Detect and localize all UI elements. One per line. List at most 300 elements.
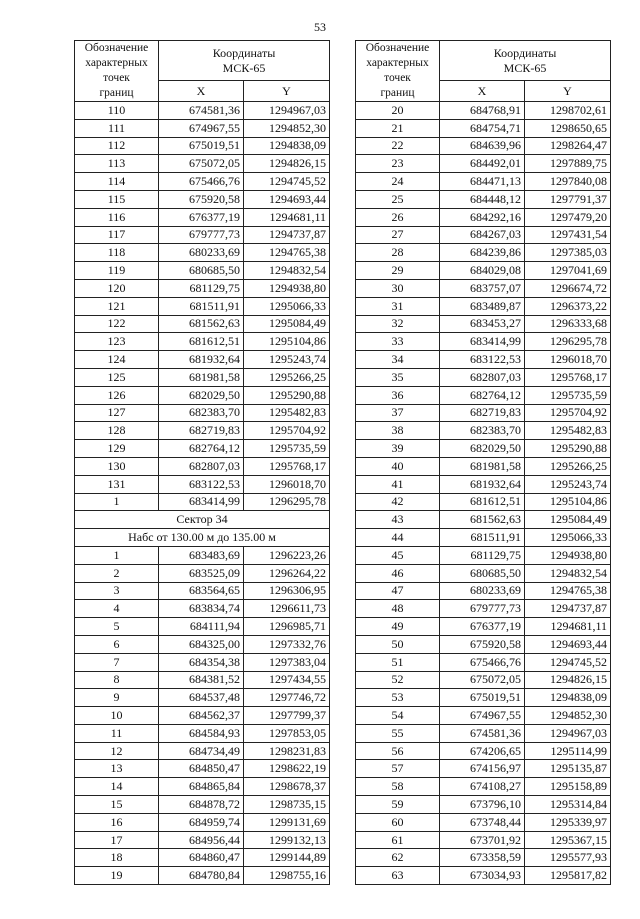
point-number-cell: 118 [75, 244, 159, 262]
table-row [356, 422, 611, 440]
x-coordinate-cell: 682719,83 [159, 422, 244, 440]
y-coordinate-cell: 1296264,22 [244, 564, 330, 582]
point-number-cell: 27 [356, 226, 440, 244]
coordinates-table-left [74, 40, 330, 885]
point-number-cell: 59 [356, 796, 440, 814]
table-row [75, 618, 330, 636]
right-block [356, 102, 611, 885]
x-coordinate-cell: 675072,05 [159, 155, 244, 173]
x-coordinate-cell: 673796,10 [440, 796, 525, 814]
table-row [75, 102, 330, 120]
table-row [356, 475, 611, 493]
point-number-cell: 54 [356, 707, 440, 725]
y-coordinate-cell: 1296018,70 [244, 475, 330, 493]
point-number-cell: 48 [356, 600, 440, 618]
point-number-cell: 30 [356, 279, 440, 297]
table-row [356, 618, 611, 636]
coordinates-table-right [355, 40, 611, 885]
point-number-cell: 23 [356, 155, 440, 173]
table-row [75, 457, 330, 475]
x-coordinate-cell: 683453,27 [440, 315, 525, 333]
table-row [75, 333, 330, 351]
table-row [75, 262, 330, 280]
point-number-cell: 26 [356, 208, 440, 226]
table-row [356, 440, 611, 458]
table-row [356, 244, 611, 262]
table-row [356, 778, 611, 796]
table-row [75, 849, 330, 867]
table-row [356, 707, 611, 725]
x-coordinate-cell: 681129,75 [159, 279, 244, 297]
point-number-cell: 123 [75, 333, 159, 351]
y-coordinate-cell: 1298755,16 [244, 867, 330, 885]
x-coordinate-cell: 684381,52 [159, 671, 244, 689]
point-number-cell: 120 [75, 279, 159, 297]
sector-subtitle: Набс от 130.00 м до 135.00 м [75, 529, 330, 547]
point-number-cell: 40 [356, 457, 440, 475]
coordinates-header [440, 41, 611, 81]
table-row [75, 137, 330, 155]
table-row [75, 173, 330, 191]
page-number: 53 [314, 20, 326, 34]
table-row [75, 564, 330, 582]
y-coordinate-cell: 1296611,73 [244, 600, 330, 618]
y-coordinate-cell: 1295768,17 [525, 368, 611, 386]
table-row [75, 724, 330, 742]
table-row [356, 635, 611, 653]
x-coordinate-cell: 684956,44 [159, 831, 244, 849]
x-column-header: X [440, 81, 525, 102]
point-number-cell: 58 [356, 778, 440, 796]
point-number-cell: 16 [75, 813, 159, 831]
point-number-cell: 24 [356, 173, 440, 191]
x-coordinate-cell: 673358,59 [440, 849, 525, 867]
y-coordinate-cell: 1294938,80 [244, 279, 330, 297]
x-coordinate-cell: 675466,76 [440, 653, 525, 671]
y-coordinate-cell: 1294967,03 [525, 724, 611, 742]
point-number-cell: 12 [75, 742, 159, 760]
table-row [356, 137, 611, 155]
table-row [75, 440, 330, 458]
table-row [75, 635, 330, 653]
x-coordinate-cell: 681612,51 [159, 333, 244, 351]
y-coordinate-cell: 1295243,74 [525, 475, 611, 493]
x-coordinate-cell: 684492,01 [440, 155, 525, 173]
x-coordinate-cell: 681612,51 [440, 493, 525, 511]
point-number-cell: 50 [356, 635, 440, 653]
x-coordinate-cell: 680685,50 [159, 262, 244, 280]
y-coordinate-cell: 1297431,54 [525, 226, 611, 244]
y-coordinate-cell: 1294838,09 [525, 689, 611, 707]
y-column-header: Y [244, 81, 330, 102]
x-coordinate-cell: 675072,05 [440, 671, 525, 689]
point-number-cell: 124 [75, 351, 159, 369]
table-row [356, 813, 611, 831]
y-coordinate-cell: 1295066,33 [525, 529, 611, 547]
point-number-cell: 49 [356, 618, 440, 636]
x-coordinate-cell: 684768,91 [440, 102, 525, 120]
x-coordinate-cell: 681562,63 [159, 315, 244, 333]
y-coordinate-cell: 1297791,37 [525, 190, 611, 208]
point-number-cell: 111 [75, 119, 159, 137]
y-coordinate-cell: 1295158,89 [525, 778, 611, 796]
point-label-line: границ [380, 87, 415, 99]
x-coordinate-cell: 675019,51 [159, 137, 244, 155]
point-number-cell: 9 [75, 689, 159, 707]
coordinates-header [159, 41, 330, 81]
point-number-cell: 63 [356, 867, 440, 885]
coords-label-line: МСК-65 [222, 60, 266, 75]
y-coordinate-cell: 1295817,82 [525, 867, 611, 885]
point-number-cell: 3 [75, 582, 159, 600]
y-coordinate-cell: 1295577,93 [525, 849, 611, 867]
y-coordinate-cell: 1297383,04 [244, 653, 330, 671]
table-row [356, 173, 611, 191]
y-coordinate-cell: 1298735,15 [244, 796, 330, 814]
point-number-cell: 2 [75, 564, 159, 582]
y-coordinate-cell: 1295066,33 [244, 297, 330, 315]
table-row [356, 564, 611, 582]
x-coordinate-cell: 684780,84 [159, 867, 244, 885]
x-coordinate-cell: 682807,03 [159, 457, 244, 475]
table-row [75, 831, 330, 849]
point-label-line: точек [384, 72, 411, 84]
x-coordinate-cell: 682719,83 [440, 404, 525, 422]
x-coordinate-cell: 684734,49 [159, 742, 244, 760]
table-row [75, 653, 330, 671]
y-coordinate-cell: 1296223,26 [244, 546, 330, 564]
point-number-cell: 13 [75, 760, 159, 778]
table-row [75, 689, 330, 707]
x-coordinate-cell: 681932,64 [159, 351, 244, 369]
point-number-cell: 112 [75, 137, 159, 155]
y-coordinate-cell: 1294826,15 [525, 671, 611, 689]
coords-label-line: Координаты [212, 45, 276, 60]
table-row [356, 742, 611, 760]
table-row [356, 190, 611, 208]
y-coordinate-cell: 1297840,08 [525, 173, 611, 191]
y-coordinate-cell: 1297853,05 [244, 724, 330, 742]
x-coordinate-cell: 679777,73 [440, 600, 525, 618]
point-number-cell: 52 [356, 671, 440, 689]
table-row [356, 600, 611, 618]
point-number-cell: 127 [75, 404, 159, 422]
point-number-cell: 117 [75, 226, 159, 244]
y-coordinate-cell: 1297799,37 [244, 707, 330, 725]
sector-title: Сектор 34 [75, 511, 330, 529]
table-row [75, 582, 330, 600]
table-row [356, 315, 611, 333]
y-coordinate-cell: 1298650,65 [525, 119, 611, 137]
table-row [75, 422, 330, 440]
y-coordinate-cell: 1294693,44 [244, 190, 330, 208]
point-number-cell: 115 [75, 190, 159, 208]
point-number-cell: 45 [356, 546, 440, 564]
y-coordinate-cell: 1294832,54 [244, 262, 330, 280]
point-label-line: Обозначение [84, 42, 149, 54]
point-label-line: границ [99, 87, 134, 99]
table-row [356, 333, 611, 351]
table-row [356, 404, 611, 422]
y-coordinate-cell: 1299132,13 [244, 831, 330, 849]
y-coordinate-cell: 1294832,54 [525, 564, 611, 582]
point-number-cell: 8 [75, 671, 159, 689]
point-number-cell: 29 [356, 262, 440, 280]
table-row [75, 190, 330, 208]
x-coordinate-cell: 682764,12 [159, 440, 244, 458]
x-coordinate-cell: 683483,69 [159, 546, 244, 564]
y-coordinate-cell: 1295290,88 [525, 440, 611, 458]
x-coordinate-cell: 680233,69 [159, 244, 244, 262]
table-row [356, 653, 611, 671]
y-coordinate-cell: 1295735,59 [525, 386, 611, 404]
y-coordinate-cell: 1297041,69 [525, 262, 611, 280]
y-coordinate-cell: 1294852,30 [244, 119, 330, 137]
point-label-line: характерных [85, 57, 148, 69]
point-number-cell: 43 [356, 511, 440, 529]
table-row [356, 529, 611, 547]
point-number-cell: 114 [75, 173, 159, 191]
table-row [75, 813, 330, 831]
x-coordinate-cell: 684562,37 [159, 707, 244, 725]
point-number-cell: 119 [75, 262, 159, 280]
y-coordinate-cell: 1296333,68 [525, 315, 611, 333]
y-coordinate-cell: 1295104,86 [244, 333, 330, 351]
point-number-cell: 130 [75, 457, 159, 475]
x-coordinate-cell: 683122,53 [159, 475, 244, 493]
y-coordinate-cell: 1296295,78 [525, 333, 611, 351]
y-coordinate-cell: 1295266,25 [244, 368, 330, 386]
y-coordinate-cell: 1295339,97 [525, 813, 611, 831]
x-coordinate-cell: 684860,47 [159, 849, 244, 867]
x-coordinate-cell: 684754,71 [440, 119, 525, 137]
x-coordinate-cell: 674967,55 [440, 707, 525, 725]
table-row [75, 244, 330, 262]
sector-header [75, 511, 330, 547]
table-row [356, 760, 611, 778]
point-number-cell: 56 [356, 742, 440, 760]
y-coordinate-cell: 1297889,75 [525, 155, 611, 173]
point-number-cell: 110 [75, 102, 159, 120]
y-coordinate-cell: 1295768,17 [244, 457, 330, 475]
table-row [356, 796, 611, 814]
x-coordinate-cell: 684865,84 [159, 778, 244, 796]
x-coordinate-cell: 681562,63 [440, 511, 525, 529]
y-coordinate-cell: 1298264,47 [525, 137, 611, 155]
table-row [356, 831, 611, 849]
table-row [356, 849, 611, 867]
y-coordinate-cell: 1294838,09 [244, 137, 330, 155]
x-coordinate-cell: 681981,58 [440, 457, 525, 475]
point-number-cell: 121 [75, 297, 159, 315]
x-coordinate-cell: 684354,38 [159, 653, 244, 671]
y-coordinate-cell: 1294737,87 [525, 600, 611, 618]
point-number-cell: 47 [356, 582, 440, 600]
y-coordinate-cell: 1295084,49 [525, 511, 611, 529]
x-coordinate-cell: 679777,73 [159, 226, 244, 244]
x-coordinate-cell: 675466,76 [159, 173, 244, 191]
x-coordinate-cell: 684325,00 [159, 635, 244, 653]
x-column-header: X [159, 81, 244, 102]
y-coordinate-cell: 1298231,83 [244, 742, 330, 760]
x-coordinate-cell: 673748,44 [440, 813, 525, 831]
point-number-cell: 32 [356, 315, 440, 333]
y-coordinate-cell: 1298622,19 [244, 760, 330, 778]
table-row [75, 707, 330, 725]
x-coordinate-cell: 684850,47 [159, 760, 244, 778]
y-coordinate-cell: 1294737,87 [244, 226, 330, 244]
y-coordinate-cell: 1295482,83 [244, 404, 330, 422]
x-coordinate-cell: 684471,13 [440, 173, 525, 191]
table-row [75, 386, 330, 404]
point-number-cell: 36 [356, 386, 440, 404]
point-number-cell: 31 [356, 297, 440, 315]
x-coordinate-cell: 681511,91 [440, 529, 525, 547]
table-row [356, 582, 611, 600]
point-number-cell: 1 [75, 493, 159, 511]
x-coordinate-cell: 684111,94 [159, 618, 244, 636]
x-coordinate-cell: 682029,50 [159, 386, 244, 404]
x-coordinate-cell: 684639,96 [440, 137, 525, 155]
y-coordinate-cell: 1297385,03 [525, 244, 611, 262]
x-coordinate-cell: 684239,86 [440, 244, 525, 262]
y-coordinate-cell: 1294745,52 [525, 653, 611, 671]
table-row [356, 457, 611, 475]
table-row [356, 279, 611, 297]
x-coordinate-cell: 684584,93 [159, 724, 244, 742]
table-row [75, 368, 330, 386]
y-coordinate-cell: 1296674,72 [525, 279, 611, 297]
point-number-cell: 10 [75, 707, 159, 725]
x-coordinate-cell: 681511,91 [159, 297, 244, 315]
point-number-cell: 21 [356, 119, 440, 137]
x-coordinate-cell: 675019,51 [440, 689, 525, 707]
y-coordinate-cell: 1295114,99 [525, 742, 611, 760]
y-coordinate-cell: 1295735,59 [244, 440, 330, 458]
table-row [75, 351, 330, 369]
table-row [75, 671, 330, 689]
point-number-cell: 17 [75, 831, 159, 849]
table-row [356, 226, 611, 244]
x-coordinate-cell: 674967,55 [159, 119, 244, 137]
table-row [75, 600, 330, 618]
point-number-cell: 37 [356, 404, 440, 422]
point-number-cell: 46 [356, 564, 440, 582]
table-row [356, 368, 611, 386]
x-coordinate-cell: 675920,58 [440, 635, 525, 653]
y-coordinate-cell: 1299144,89 [244, 849, 330, 867]
y-coordinate-cell: 1294745,52 [244, 173, 330, 191]
y-coordinate-cell: 1294765,38 [244, 244, 330, 262]
table-row [75, 208, 330, 226]
table-row [356, 689, 611, 707]
table-row [75, 742, 330, 760]
point-number-cell: 126 [75, 386, 159, 404]
point-number-cell: 7 [75, 653, 159, 671]
x-coordinate-cell: 683525,09 [159, 564, 244, 582]
y-coordinate-cell: 1294826,15 [244, 155, 330, 173]
point-number-cell: 44 [356, 529, 440, 547]
x-coordinate-cell: 681981,58 [159, 368, 244, 386]
y-coordinate-cell: 1294693,44 [525, 635, 611, 653]
point-number-cell: 5 [75, 618, 159, 636]
point-column-header [75, 41, 159, 102]
x-coordinate-cell: 674581,36 [440, 724, 525, 742]
y-coordinate-cell: 1295367,15 [525, 831, 611, 849]
table-row [75, 493, 330, 511]
y-coordinate-cell: 1297479,20 [525, 208, 611, 226]
point-number-cell: 55 [356, 724, 440, 742]
coords-label-line: Координаты [493, 45, 557, 60]
y-coordinate-cell: 1295704,92 [244, 422, 330, 440]
x-coordinate-cell: 682383,70 [159, 404, 244, 422]
y-coordinate-cell: 1296018,70 [525, 351, 611, 369]
x-coordinate-cell: 684878,72 [159, 796, 244, 814]
point-number-cell: 20 [356, 102, 440, 120]
table-row [75, 279, 330, 297]
y-coordinate-cell: 1297746,72 [244, 689, 330, 707]
table-row [356, 155, 611, 173]
table-row [356, 119, 611, 137]
y-coordinate-cell: 1298702,61 [525, 102, 611, 120]
y-coordinate-cell: 1295482,83 [525, 422, 611, 440]
y-coordinate-cell: 1299131,69 [244, 813, 330, 831]
x-coordinate-cell: 683414,99 [159, 493, 244, 511]
table-row [75, 315, 330, 333]
x-coordinate-cell: 676377,19 [440, 618, 525, 636]
x-coordinate-cell: 673034,93 [440, 867, 525, 885]
x-coordinate-cell: 673701,92 [440, 831, 525, 849]
y-coordinate-cell: 1295135,87 [525, 760, 611, 778]
x-coordinate-cell: 674108,27 [440, 778, 525, 796]
y-coordinate-cell: 1295704,92 [525, 404, 611, 422]
y-coordinate-cell: 1294681,11 [525, 618, 611, 636]
x-coordinate-cell: 676377,19 [159, 208, 244, 226]
point-number-cell: 125 [75, 368, 159, 386]
table-row [356, 511, 611, 529]
y-coordinate-cell: 1295243,74 [244, 351, 330, 369]
x-coordinate-cell: 683834,74 [159, 600, 244, 618]
point-number-cell: 35 [356, 368, 440, 386]
x-coordinate-cell: 680233,69 [440, 582, 525, 600]
y-coordinate-cell: 1296373,22 [525, 297, 611, 315]
table-row [75, 155, 330, 173]
table-row [356, 102, 611, 120]
table-row [75, 404, 330, 422]
table-row [75, 475, 330, 493]
point-number-cell: 57 [356, 760, 440, 778]
y-coordinate-cell: 1294852,30 [525, 707, 611, 725]
table-row [75, 778, 330, 796]
y-coordinate-cell: 1295084,49 [244, 315, 330, 333]
x-coordinate-cell: 684959,74 [159, 813, 244, 831]
y-coordinate-cell: 1296985,71 [244, 618, 330, 636]
table-row [75, 796, 330, 814]
point-number-cell: 1 [75, 546, 159, 564]
point-column-header [356, 41, 440, 102]
x-coordinate-cell: 684292,16 [440, 208, 525, 226]
point-number-cell: 51 [356, 653, 440, 671]
point-number-cell: 60 [356, 813, 440, 831]
x-coordinate-cell: 683414,99 [440, 333, 525, 351]
point-number-cell: 39 [356, 440, 440, 458]
x-coordinate-cell: 683489,87 [440, 297, 525, 315]
x-coordinate-cell: 683122,53 [440, 351, 525, 369]
table-row [356, 724, 611, 742]
x-coordinate-cell: 682764,12 [440, 386, 525, 404]
y-coordinate-cell: 1294681,11 [244, 208, 330, 226]
x-coordinate-cell: 682029,50 [440, 440, 525, 458]
